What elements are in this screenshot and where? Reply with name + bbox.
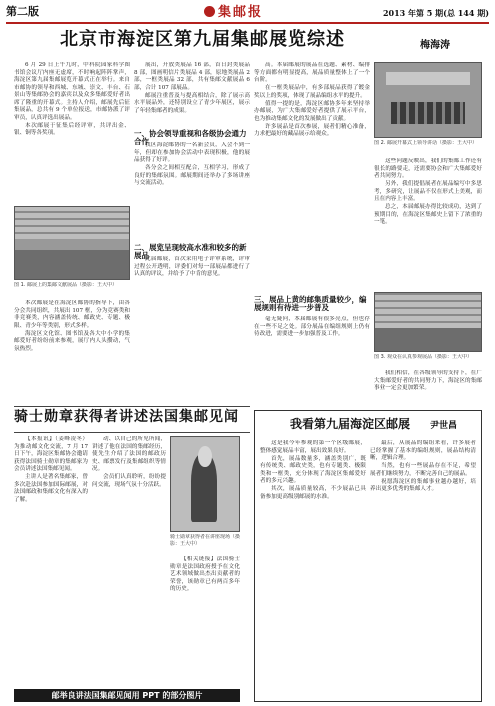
second-article-headline: 骑士勋章获得者讲述法国集邮见闻	[14, 409, 239, 425]
paragraph: 6 月 29 日上午九时，中科院园家科学图书馆会议厅内座无虚席，不时响起阵阵掌声，海淀区第九届集邮展览开幕式正在举行。来自市邮协的领导和西城、东城、崇文、丰台、石景山等集邮协会的嘉宾以及众多集邮爱好者出席了隆重的开幕式。主持人介绍，邮展先后征集展品，总共有 9 个单位报送，市邮协派了评审员，认真评选出展品。	[14, 62, 130, 121]
paragraph: 邮展注重普及与提高相结合，除了展示高水平展品外，还特别设立了青少年展区，展示了年轻集邮者的成果。	[134, 92, 250, 114]
main-byline: 梅海涛	[420, 40, 450, 51]
photo-speaker	[170, 436, 240, 532]
photo-caption: 图 1. 邮展上的集邮文献展品（摄影：王大中）	[14, 282, 117, 288]
main-article-col-3b	[254, 316, 370, 400]
paragraph: 高。本届邮展的展品在选题、素材、编排等方面都有明显提高，展品质量整体上了一个台阶。	[254, 62, 370, 83]
photo-caption: 图 2. 邮展开幕式上领导讲话（摄影：王大中）	[374, 140, 477, 146]
paragraph: 首先，展品数量多，涵盖类别广，既有传统类、邮政史类，也有专题类、极限类和一框类，充分体现了海淀区集邮爱好者的多元兴趣。	[260, 455, 366, 484]
paragraph: 总之，本届邮展办得比较成功，达到了预期目的，在海淀区集邮史上留下了浓重的一笔。	[374, 204, 482, 225]
paragraph: 我们相信，在各级领导的支持下，在广大集邮爱好者的共同努力下，海淀区的集邮事业一定会更加繁荣。	[374, 370, 482, 391]
second-article-col-2	[92, 436, 166, 682]
paragraph: 海淀区文化馆、图书馆及各大中小学的集邮爱好者纷纷前来参观，展厅内人头攒动，气氛热烈。	[14, 330, 130, 352]
third-article-col-2	[370, 440, 476, 696]
main-article-col-1	[14, 62, 130, 202]
paragraph: 会员们认真聆听，纷纷提问交流，现场气氛十分活跃。	[92, 474, 166, 488]
paragraph: 动、以自己的所见所闻，讲述了他在法国的集邮经历，使先生介绍了法国的邮政历史、邮票发行及集邮组织等情况。	[92, 436, 166, 472]
section-subheading: 一、协会领导重视和各级协会通力合作	[134, 129, 247, 146]
paragraph: 展出，开放类展品 16 部，首日封类展品 8 部，图画明信片类展品 4 部，原地类展品 2 部，一框类展品 32 部，共有集邮文献展品 6 部，合计 107 部展品。	[134, 62, 250, 91]
third-article-col-1	[260, 440, 366, 696]
paragraph: 【本报讯】（姜峰凌冬）为推动邮文化交流，7 月 17 日下午，海淀区集邮协会邀请获得法国骑士勋章的集邮家为会员讲述法国集邮见闻。	[14, 436, 88, 472]
third-article-byline: 尹世昌	[430, 421, 458, 431]
paragraph: 在一框类展品中，有多部展品获得了镀金奖以上的奖项，体现了展品编组水平的提升。	[254, 85, 370, 99]
second-article-col-3	[170, 556, 240, 682]
paragraph: 当然，也有一些展品存在不足，希望展者们继续努力，不断完善自己的展品。	[370, 463, 476, 477]
brand-name: 集邮报	[218, 5, 264, 20]
main-headline: 北京市海淀区第九届集邮展览综述	[60, 29, 345, 50]
paragraph: 另外，我们提倡展者在展品编写中多思考，多研究，让展品不仅在形式上美观，而且在内容上丰富。	[374, 181, 482, 202]
paragraph: 其次，展品质量较高，不少展品已具备参加更高级别邮展的水准。	[260, 486, 366, 500]
paragraph: 毫无疑问，本届邮展有很多亮点，但也存在一些不足之处。部分展品在编组规则上仍有待改进，需要进一步加强普及工作。	[254, 316, 370, 337]
photo-stamp-exhibit	[14, 206, 130, 280]
paragraph: 这是我今年参观的第一个区级邮展，整体感觉展品丰富，展出效果良好。	[260, 440, 366, 454]
paragraph: 许多展品是首次参展，展者们精心准备，力求把最好的藏品展示给观众。	[254, 123, 370, 137]
paragraph: 我区海淀邮协的一名新会员，入会不到一年，但却在参加协会活动中表现积极，他的展品获得了好评。	[134, 142, 250, 163]
section-subheading: 二、展览呈现较高水准和较多的新展品	[134, 243, 247, 260]
photo-visitors	[374, 292, 482, 352]
third-article-headline: 我看第九届海淀区邮展	[290, 417, 411, 431]
photo-opening-ceremony	[374, 62, 482, 138]
divider	[14, 432, 250, 433]
paragraph: 此届邮展，首次采用电子评审系统，评审过程公开透明，评委们对每一部展品都进行了认真的评议，并给予了中肯的意见。	[134, 256, 250, 277]
second-article-col-1	[14, 436, 88, 682]
main-article-col-2c	[134, 256, 250, 400]
masthead	[6, 6, 489, 24]
main-article-col-4b	[374, 370, 482, 404]
divider	[14, 406, 250, 407]
paragraph: 值得一提的是，海淀区邮协多年来坚持举办邮展，为广大集邮爱好者提供了展示平台，也为推动集邮文化的发展做出了贡献。	[254, 100, 370, 122]
issue-number: 2013 年第 5 期(总 144 期)	[382, 8, 489, 18]
paragraph: 祝愿海淀区的集邮事业越办越好，培养出更多优秀的集邮人才。	[370, 478, 476, 492]
photo-caption: 骑士勋章获得者在讲座现场（摄影：王大中）	[170, 534, 240, 547]
page-section: 第二版	[6, 5, 39, 18]
paragraph: 最后，从展品的编组来看，许多展者已经掌握了基本的编组规则，展品结构清晰，逻辑合理。	[370, 440, 476, 461]
main-article-col-4	[374, 158, 482, 290]
main-article-col-1b	[14, 300, 130, 400]
paragraph: 本次邮展是在海淀区邮协的指导下，由各分会共同组织，共展出 107 框，分为竞赛类和非竞赛类，内容涵盖传统、邮政史、专题、极限、青少年等类别，形式多样。	[14, 300, 130, 329]
newspaper-brand	[204, 5, 264, 20]
main-article-col-2	[134, 62, 250, 128]
paragraph: 本次邮展于征集后经评审，共评出金、银、铜等各奖项。	[14, 122, 130, 136]
main-article-col-2b	[134, 142, 250, 242]
bottom-banner: 邮举良讲法国集邮见闻用 PPT 的部分图片	[14, 689, 240, 702]
brand-logo-icon	[204, 6, 215, 17]
main-article-col-3	[254, 62, 370, 294]
paragraph: 【相关链接】法国骑士勋章是法国政府授予在文化艺术领域做出杰出贡献者的荣誉，该勋章已有两百多年的历史。	[170, 556, 240, 592]
paragraph: 这些问题反映出，我们的集邮工作还有很长的路要走，还需要协会和广大集邮爱好者共同努力。	[374, 158, 482, 179]
section-subheading: 三、展品上黄的邮集质量较少，编展规则有待进一步普及	[254, 295, 367, 312]
paragraph: 主讲人是著名集邮家，曾多次赴法国参加国际邮展，对法国邮政和集邮文化有深入的了解。	[14, 474, 88, 503]
paragraph: 各分会之间相互配合，互相学习，形成了良好的集邮氛围。邮展期间还举办了多场讲座与交流活动。	[134, 165, 250, 186]
photo-caption: 图 3. 观众在认真参观展品（摄影：王大中）	[374, 354, 472, 360]
